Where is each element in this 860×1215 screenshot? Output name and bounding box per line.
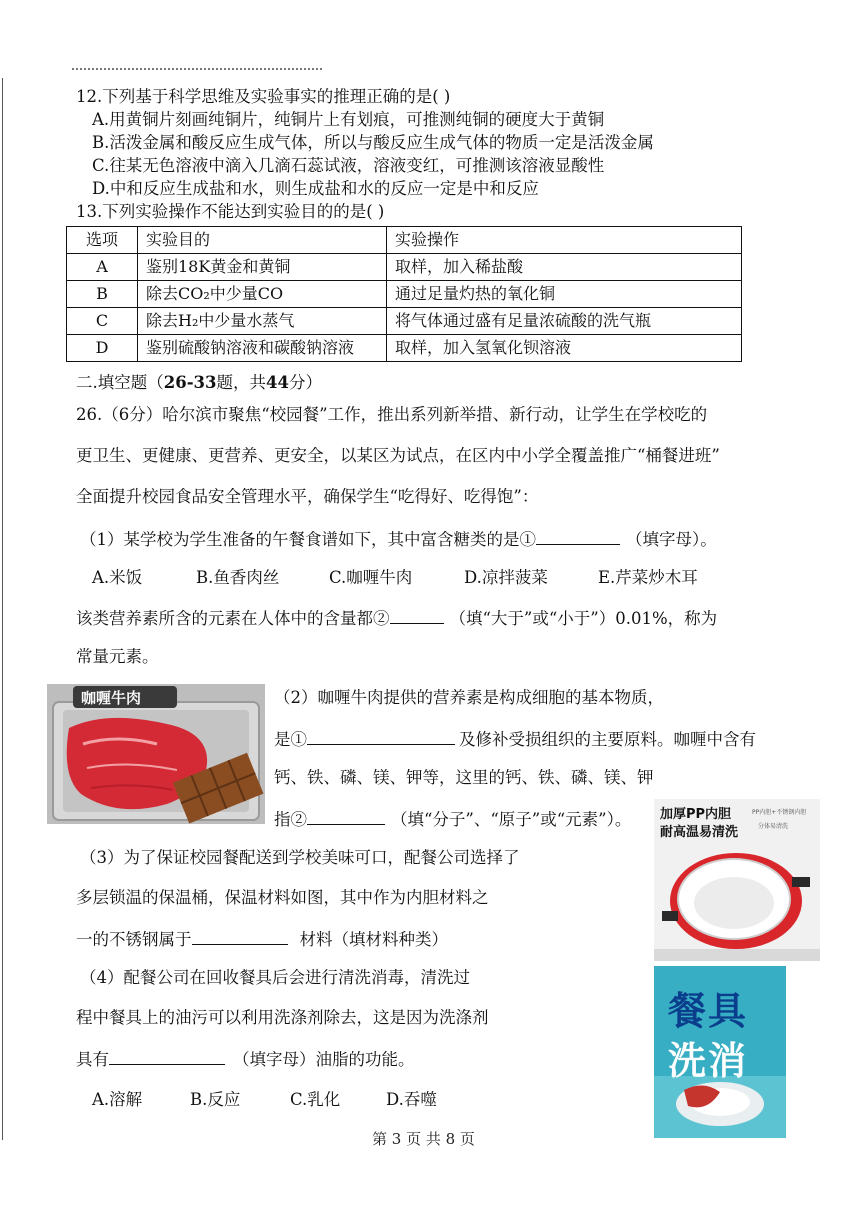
cut-off-header-remnant	[72, 68, 322, 76]
table-cell: D	[67, 335, 138, 362]
q26-part4-choice-c: C.乳化	[290, 1090, 341, 1109]
table-cell: 除去H₂中少量水蒸气	[138, 308, 387, 335]
table-cell: 取样，加入稀盐酸	[387, 254, 742, 281]
q26-intro-line: 全面提升校园食品安全管理水平，确保学生“吃得好、吃得饱”：	[76, 487, 539, 506]
table-cell: 鉴别硫酸钠溶液和碳酸钠溶液	[138, 335, 387, 362]
q26-part2-line1: （2）咖喱牛肉提供的营养素是构成细胞的基本物质，	[274, 688, 664, 707]
q26-part3-line3-hint: 材料（填材料种类）	[299, 930, 448, 949]
q26-part1-text: （1）某学校为学生准备的午餐食谱如下，其中富含糖类的是①	[80, 530, 536, 549]
table-cell: B	[67, 281, 138, 308]
section-heading-middle: 题，共	[216, 373, 267, 392]
section-heading	[76, 372, 322, 394]
bucket-caption-2: 耐高温易清洗	[660, 825, 739, 840]
q26-part2-line2-hint: 及修补受损组织的主要原料。咖喱中含有	[459, 730, 756, 749]
q26-part1-choice-b: B.鱼香肉丝	[196, 568, 280, 587]
q26-part2-line4-text: 指②	[274, 810, 307, 829]
answer-blank-6[interactable]	[109, 1046, 225, 1065]
curry-beef-illustration	[47, 684, 265, 824]
q12-option-d: D.中和反应生成盐和水，则生成盐和水的反应一定是中和反应	[92, 179, 539, 198]
q26-part4-line1: （4）配餐公司在回收餐具后会进行清洗消毒，清洗过	[80, 968, 470, 987]
tableware-caption-1: 餐具	[668, 989, 749, 1033]
table-header-cell: 实验目的	[138, 227, 387, 254]
q26-part1-line2-text: 该类营养素所含的元素在人体中的含量都②	[76, 609, 390, 628]
q12-option-c: C.往某无色溶液中滴入几滴石蕊试液，溶液变红，可推测该溶液显酸性	[92, 156, 605, 175]
q12-option-b: B.活泼金属和酸反应生成气体，所以与酸反应生成气体的物质一定是活泼金属	[92, 133, 654, 152]
table-row	[67, 254, 742, 281]
q13-stem: 13.下列实验操作不能达到实验目的的是( )	[76, 202, 385, 221]
q26-part3-line3-text: 一的不锈钢属于	[76, 930, 192, 949]
curry-beef-photo	[47, 684, 265, 824]
q26-part1-choice-c: C.咖喱牛肉	[329, 568, 413, 587]
q26-part4-line2: 程中餐具上的油污可以利用洗涤剂除去，这是因为洗涤剂	[76, 1008, 489, 1027]
bucket-caption-1: 加厚PP内胆	[660, 807, 732, 822]
q26-intro-line: 26.（6分）哈尔滨市聚焦“校园餐”工作，推出系列新举措、新行动，让学生在学校吃的	[76, 405, 708, 424]
q26-part1-choice-d: D.凉拌菠菜	[464, 568, 548, 587]
beef-photo-label: 咖喱牛肉	[81, 689, 142, 707]
q26-part1-hint: （填字母）。	[626, 530, 717, 549]
q26-part2-line4	[274, 806, 631, 832]
q26-intro-line: 更卫生、更健康、更营养、更安全，以某区为试点，在区内中小学全覆盖推广“桶餐进班”	[76, 446, 720, 465]
section-heading-prefix: 二.填空题（	[76, 373, 164, 392]
q26-part2-line3: 钙、铁、磷、镁、钾等，这里的钙、铁、磷、镁、钾	[274, 768, 654, 787]
table-row	[67, 308, 742, 335]
q26-part1-choice-e: E.芹菜炒木耳	[598, 568, 698, 587]
table-cell: 鉴别18K黄金和黄铜	[138, 254, 387, 281]
q26-part1-choice-a: A.米饭	[92, 568, 143, 587]
answer-blank-5[interactable]	[192, 926, 288, 945]
insulated-bucket-photo	[654, 799, 820, 961]
table-cell: C	[67, 308, 138, 335]
q26-part4-choice-a: A.溶解	[92, 1090, 143, 1109]
table-cell: 取样，加入氢氧化钡溶液	[387, 335, 742, 362]
table-header-cell: 选项	[67, 227, 138, 254]
section-heading-score: 44	[266, 373, 289, 392]
section-heading-range: 26-33	[163, 373, 217, 392]
table-cell: 将气体通过盛有足量浓硫酸的洗气瓶	[387, 308, 742, 335]
q26-part3-line1: （3）为了保证校园餐配送到学校美味可口，配餐公司选择了	[80, 848, 520, 867]
q13-table	[66, 226, 742, 362]
page-footer: 第 3 页 共 8 页	[372, 1130, 475, 1148]
margin-line	[2, 78, 3, 1140]
tableware-caption-2: 洗消	[668, 1039, 749, 1083]
bucket-caption-small: PP内胆+不锈钢内胆	[752, 809, 807, 816]
answer-blank-3[interactable]	[307, 726, 455, 745]
q12-stem: 12.下列基于科学思维及实验事实的推理正确的是( )	[76, 87, 451, 106]
q26-part3-line2: 多层锁温的保温桶，保温材料如图，其中作为内胆材料之	[76, 888, 489, 907]
q26-part1-line2-hint: （填“大于”或“小于”）0.01%，称为	[449, 609, 718, 628]
q26-part1-line1	[80, 526, 717, 552]
q26-part2-line2	[274, 726, 756, 752]
table-header-row	[67, 227, 742, 254]
q26-part4-choice-b: B.反应	[190, 1090, 241, 1109]
bucket-caption-small-2: 分体易清洗	[758, 823, 789, 830]
q26-part2-line4-hint: （填“分子”、“原子”或“元素”）。	[391, 810, 632, 829]
table-header-cell: 实验操作	[387, 227, 742, 254]
q26-part4-line3-text: 具有	[76, 1050, 109, 1069]
table-row	[67, 281, 742, 308]
q26-part4-choice-d: D.吞噬	[386, 1090, 437, 1109]
answer-blank-1[interactable]	[536, 526, 620, 545]
q26-part3-line3	[76, 926, 448, 952]
q26-part1-line2	[76, 605, 717, 631]
answer-blank-2[interactable]	[390, 605, 444, 624]
section-heading-suffix: 分）	[289, 373, 322, 392]
q26-part4-line3	[76, 1046, 415, 1072]
q26-part1-line3: 常量元素。	[76, 647, 159, 666]
table-row	[67, 335, 742, 362]
q12-option-a: A.用黄铜片刻画纯铜片，纯铜片上有划痕，可推测纯铜的硬度大于黄铜	[92, 110, 605, 129]
q26-part4-line3-hint: （填字母）油脂的功能。	[233, 1050, 415, 1069]
answer-blank-4[interactable]	[307, 806, 385, 825]
table-cell: 除去CO₂中少量CO	[138, 281, 387, 308]
table-cell: A	[67, 254, 138, 281]
q26-part2-line2-text: 是①	[274, 730, 307, 749]
table-cell: 通过足量灼热的氧化铜	[387, 281, 742, 308]
tableware-disinfection-photo	[654, 966, 786, 1138]
